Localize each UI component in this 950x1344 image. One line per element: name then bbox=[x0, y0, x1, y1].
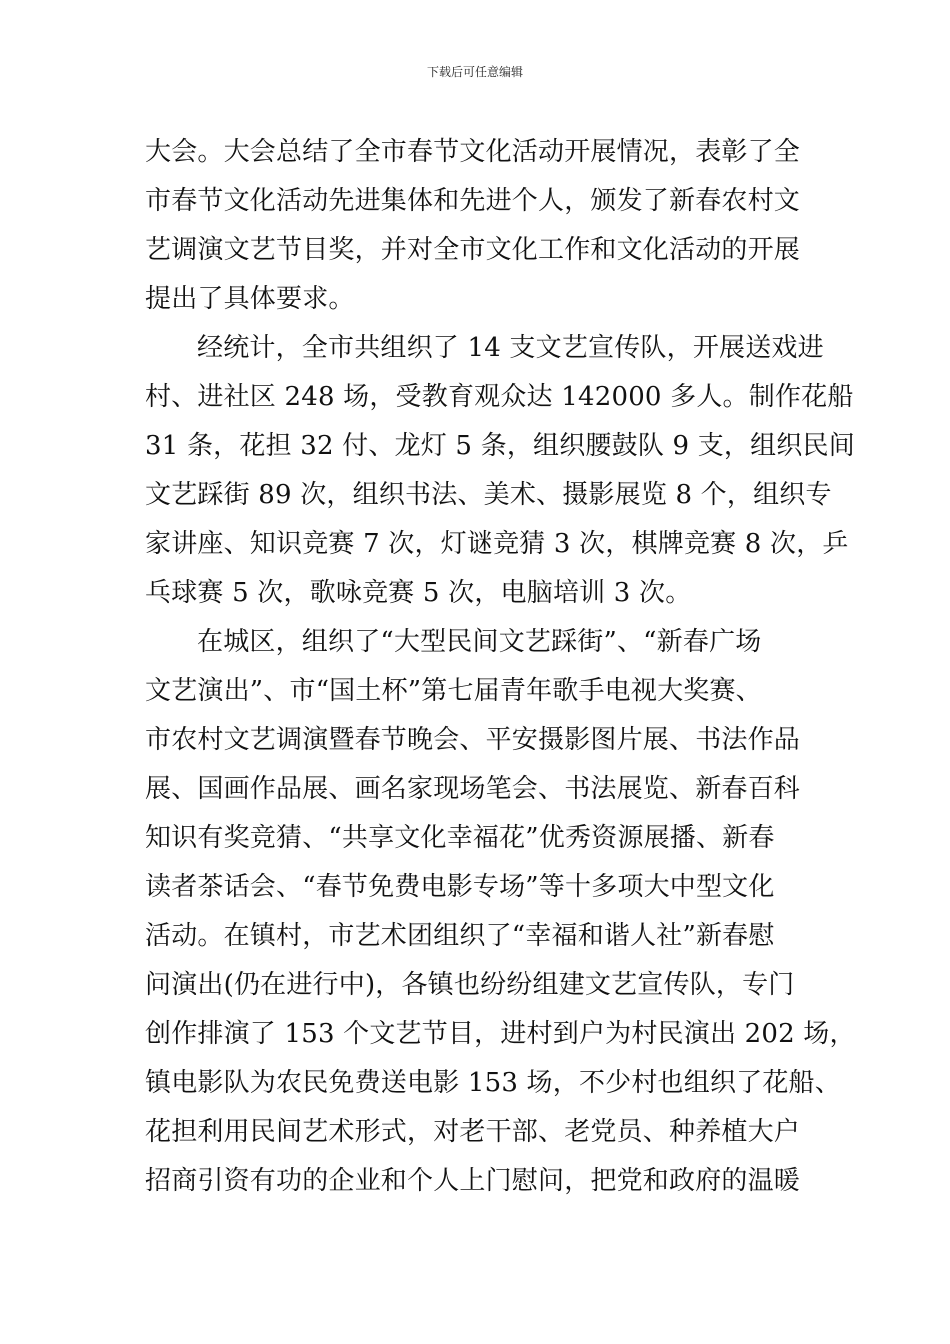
header-note: 下载后可任意编辑 bbox=[426, 65, 523, 79]
text-line: 招商引资有功的企业和个人上门慰问，把党和政府的温暖 bbox=[145, 1166, 801, 1196]
text-line: 知识有奖竞猜、“共享文化幸福花”优秀资源展播、新春 bbox=[145, 823, 775, 853]
text-line: 文艺演出”、市“国土杯”第七届青年歌手电视大奖赛、 bbox=[145, 676, 762, 706]
text-line: 读者茶话会、“春节免费电影专场”等十多项大中型文化 bbox=[145, 872, 775, 902]
text-line: 文艺踩街 89 次，组织书法、美术、摄影展览 8 个，组织专 bbox=[145, 480, 832, 510]
text-line: 问演出(仍在进行中)，各镇也纷纷组建文艺宣传队，专门 bbox=[145, 970, 795, 1000]
text-line: 提出了具体要求。 bbox=[145, 284, 355, 314]
text-line: 31 条，花担 32 付、龙灯 5 条，组织腰鼓队 9 支，组织民间 bbox=[145, 431, 855, 461]
text-line: 艺调演文艺节目奖，并对全市文化工作和文化活动的开展 bbox=[145, 235, 801, 265]
text-line: 创作排演了 153 个文艺节目，进村到户为村民演出 202 场， bbox=[145, 1019, 856, 1049]
text-line: 镇电影队为农民免费送电影 153 场，不少村也组织了花船、 bbox=[145, 1068, 841, 1098]
text-line: 乓球赛 5 次，歌咏竞赛 5 次，电脑培训 3 次。 bbox=[145, 578, 692, 608]
document-body bbox=[145, 128, 856, 1206]
text-line: 花担利用民间艺术形式，对老干部、老党员、种养植大户 bbox=[145, 1117, 801, 1147]
text-line: 村、进社区 248 场，受教育观众达 142000 多人。制作花船 bbox=[145, 382, 854, 412]
paragraph-start-line: 在城区，组织了“大型民间文艺踩街”、“新春广场 bbox=[197, 627, 762, 657]
paragraph-start-line: 经统计，全市共组织了 14 支文艺宣传队，开展送戏进 bbox=[197, 333, 824, 363]
text-line: 展、国画作品展、画名家现场笔会、书法展览、新春百科 bbox=[145, 774, 801, 804]
text-line: 大会。大会总结了全市春节文化活动开展情况，表彰了全 bbox=[145, 137, 801, 167]
text-line: 市春节文化活动先进集体和先进个人，颁发了新春农村文 bbox=[145, 186, 801, 216]
text-line: 活动。在镇村，市艺术团组织了“幸福和谐人社”新春慰 bbox=[145, 921, 775, 951]
text-line: 市农村文艺调演暨春节晚会、平安摄影图片展、书法作品 bbox=[145, 725, 801, 755]
text-line: 家讲座、知识竞赛 7 次，灯谜竞猜 3 次，棋牌竞赛 8 次，乒 bbox=[145, 529, 849, 559]
